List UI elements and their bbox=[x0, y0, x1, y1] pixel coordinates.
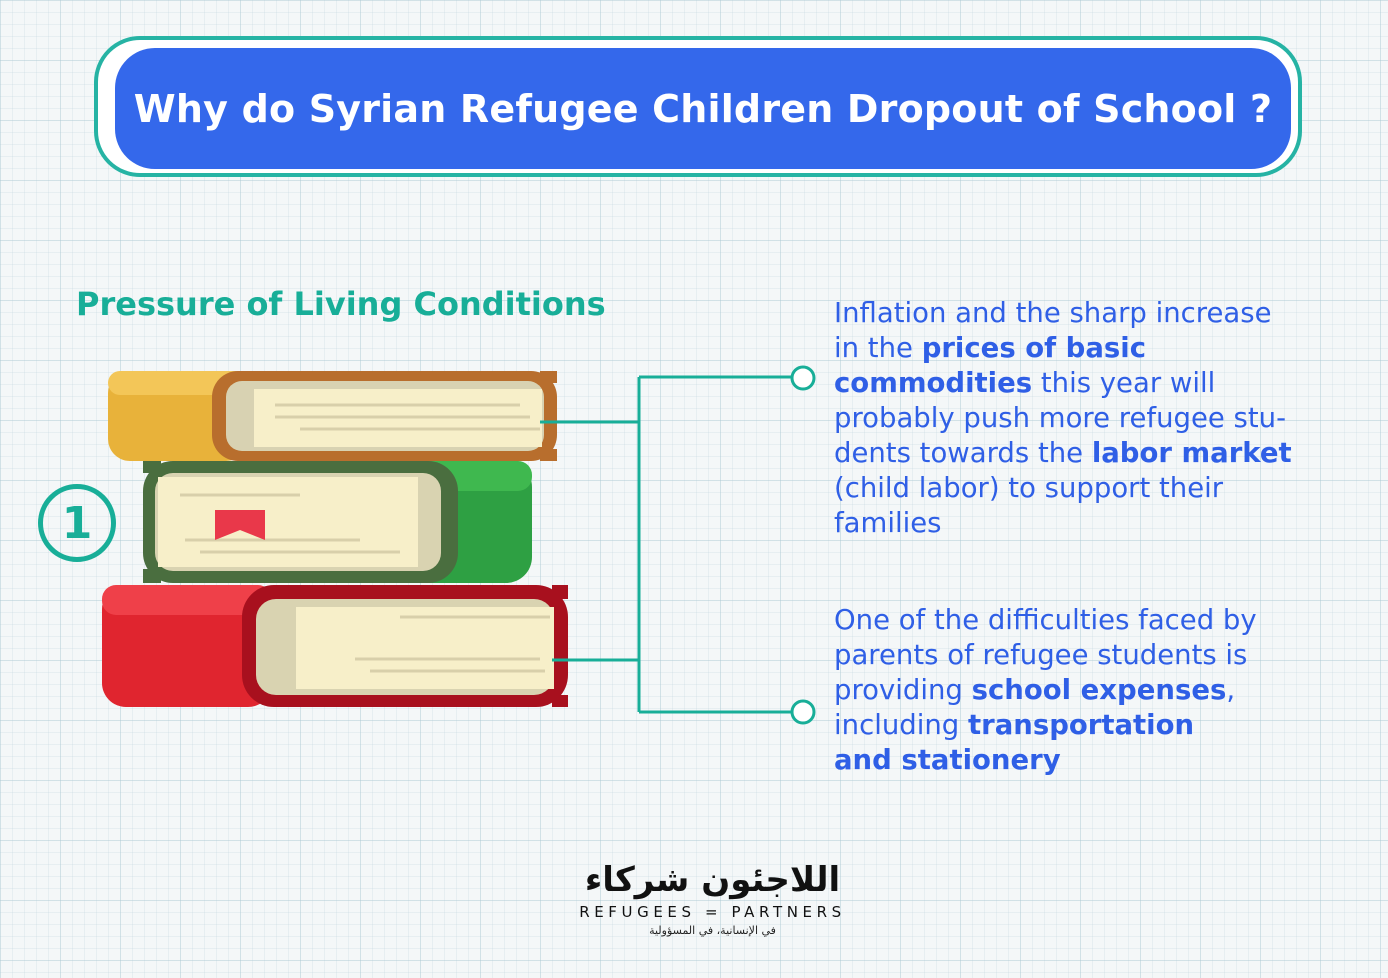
connector-dot-bottom-icon bbox=[792, 701, 814, 723]
note-line bbox=[834, 437, 1292, 469]
green-book bbox=[143, 461, 532, 583]
section-heading: Pressure of Living Conditions bbox=[76, 285, 606, 323]
note-text: probably push more refugee stu- bbox=[834, 402, 1286, 434]
note-text: including bbox=[834, 709, 968, 741]
note-line bbox=[834, 674, 1235, 706]
note-line bbox=[834, 639, 1247, 671]
note-line bbox=[834, 604, 1257, 636]
note-text: One of the difficulties faced by bbox=[834, 604, 1257, 636]
book-stack-illustration bbox=[100, 365, 580, 715]
logo-latin: REFUGEES = PARTNERS bbox=[579, 903, 846, 921]
page-title: Why do Syrian Refugee Children Dropout of School ? bbox=[133, 86, 1273, 131]
note-line bbox=[834, 709, 1194, 741]
logo-tagline: في الإنسانية، في المسؤولية bbox=[649, 924, 776, 937]
note-line bbox=[834, 402, 1286, 434]
note-text: , bbox=[1226, 674, 1236, 706]
logo bbox=[570, 858, 855, 940]
title-banner bbox=[115, 48, 1291, 169]
note-text: dents towards the bbox=[834, 437, 1092, 469]
note-highlight: prices of basic bbox=[921, 332, 1147, 364]
note-text: families bbox=[834, 507, 942, 539]
note-highlight: and stationery bbox=[834, 744, 1061, 776]
number-badge-label: 1 bbox=[61, 497, 93, 549]
connector-bracket bbox=[540, 360, 830, 730]
note-text: (child labor) to support their bbox=[834, 472, 1224, 504]
note-text: this year will bbox=[1032, 367, 1216, 399]
note-highlight: labor market bbox=[1091, 437, 1292, 469]
red-book bbox=[102, 585, 568, 707]
note-line bbox=[834, 297, 1272, 329]
note-highlight: school expenses bbox=[971, 674, 1227, 706]
connector-dot-top-icon bbox=[792, 367, 814, 389]
note-text: parents of refugee students is bbox=[834, 639, 1248, 671]
note-school-expenses bbox=[834, 603, 1334, 778]
note-text: Inflation and the sharp increase bbox=[834, 297, 1272, 329]
note-highlight: commodities bbox=[834, 367, 1033, 399]
note-highlight: transportation bbox=[967, 709, 1195, 741]
logo-arabic: اللاجئون شركاء bbox=[584, 860, 841, 900]
note-line bbox=[834, 332, 1146, 364]
note-line bbox=[834, 744, 1061, 776]
note-line bbox=[834, 472, 1223, 504]
note-text: in the bbox=[834, 332, 922, 364]
note-text: providing bbox=[834, 674, 972, 706]
note-inflation bbox=[834, 296, 1334, 541]
yellow-book bbox=[108, 371, 557, 461]
note-line bbox=[834, 367, 1215, 399]
note-line bbox=[834, 507, 942, 539]
